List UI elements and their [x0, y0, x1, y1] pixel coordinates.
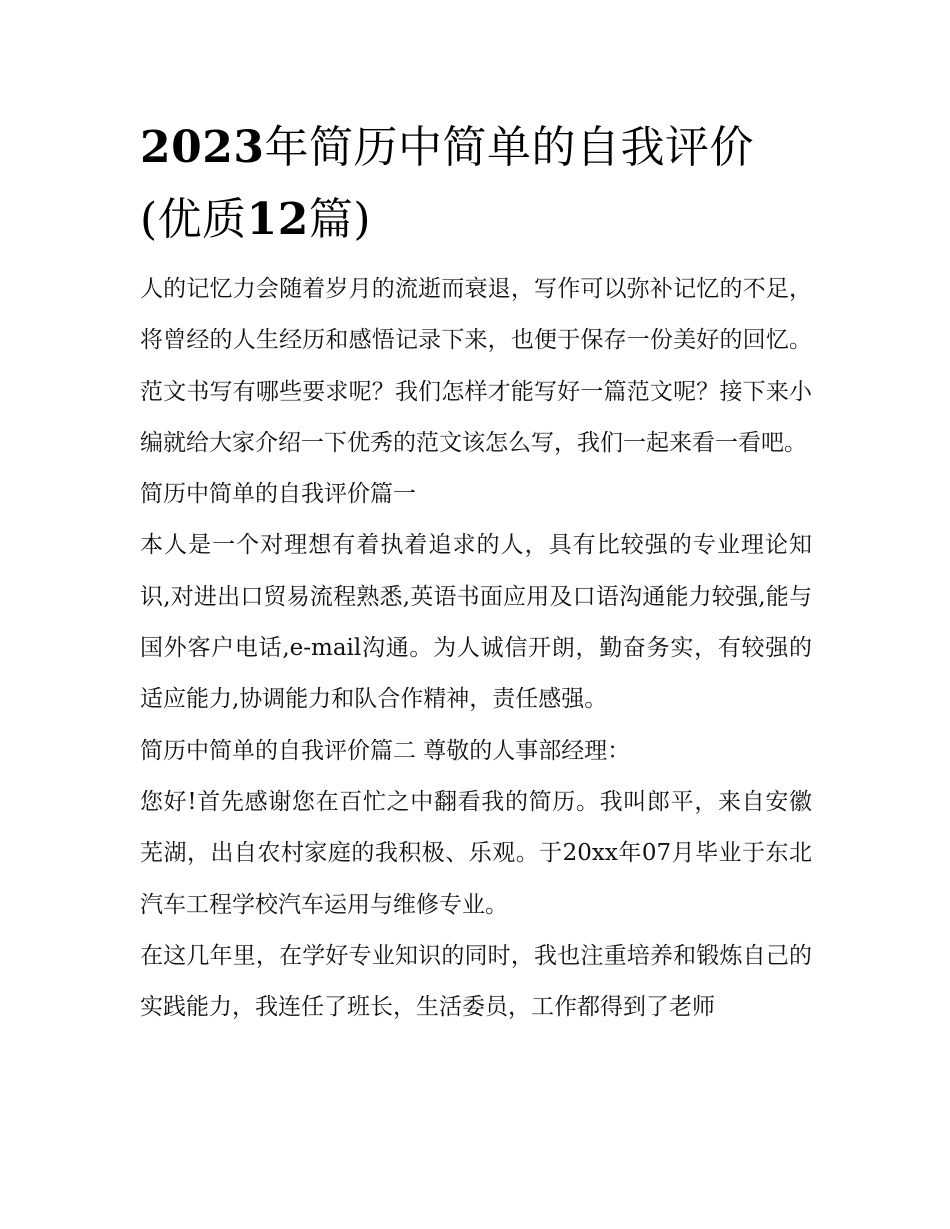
document-body — [140, 112, 812, 1033]
intro-paragraph: 人的记忆力会随着岁月的流逝而衰退，写作可以弥补记忆的不足，将曾经的人生经历和感悟记录下来，也便于保存一份美好的回忆。范文书写有哪些要求呢？我们怎样才能写好一篇范文呢？接下来小编就给大家介绍一下优秀的范文该怎么写，我们一起来看一看吧。 — [140, 276, 812, 456]
title-paren-open: (优质 — [140, 194, 247, 245]
title-count: 12 — [246, 194, 309, 245]
section-2-paragraph-2: 在这几年里，在学好专业知识的同时，我也注重培养和锻炼自己的实践能力，我连任了班长，生活委员，工作都得到了老师 — [140, 942, 812, 1021]
section-1-heading: 简历中简单的自我评价篇一 — [140, 481, 416, 508]
title-paren-close: 篇) — [308, 194, 372, 245]
section-2-paragraph-1: 您好!首先感谢您在百忙之中翻看我的简历。我叫郎平，来自安徽芜湖，出自农村家庭的我积极、乐观。于20xx年07月毕业于东北汽车工程学校汽车运用与维修专业。 — [140, 788, 812, 918]
section-1-body: 本人是一个对理想有着执着追求的人，具有比较强的专业理论知识,对进出口贸易流程熟悉,英语书面应用及口语沟通能力较强,能与国外客户电话,e-mail沟通。为人诚信开朗，勤奋务实，有较强的适应能力,协调能力和队合作精神，责任感强。 — [140, 532, 812, 713]
title-main: 年简历中简单的自我评价 — [264, 122, 754, 173]
title-year: 2023 — [140, 122, 265, 173]
section-2-heading: 简历中简单的自我评价篇二 尊敬的人事部经理： — [140, 737, 631, 764]
document-title — [140, 112, 812, 256]
